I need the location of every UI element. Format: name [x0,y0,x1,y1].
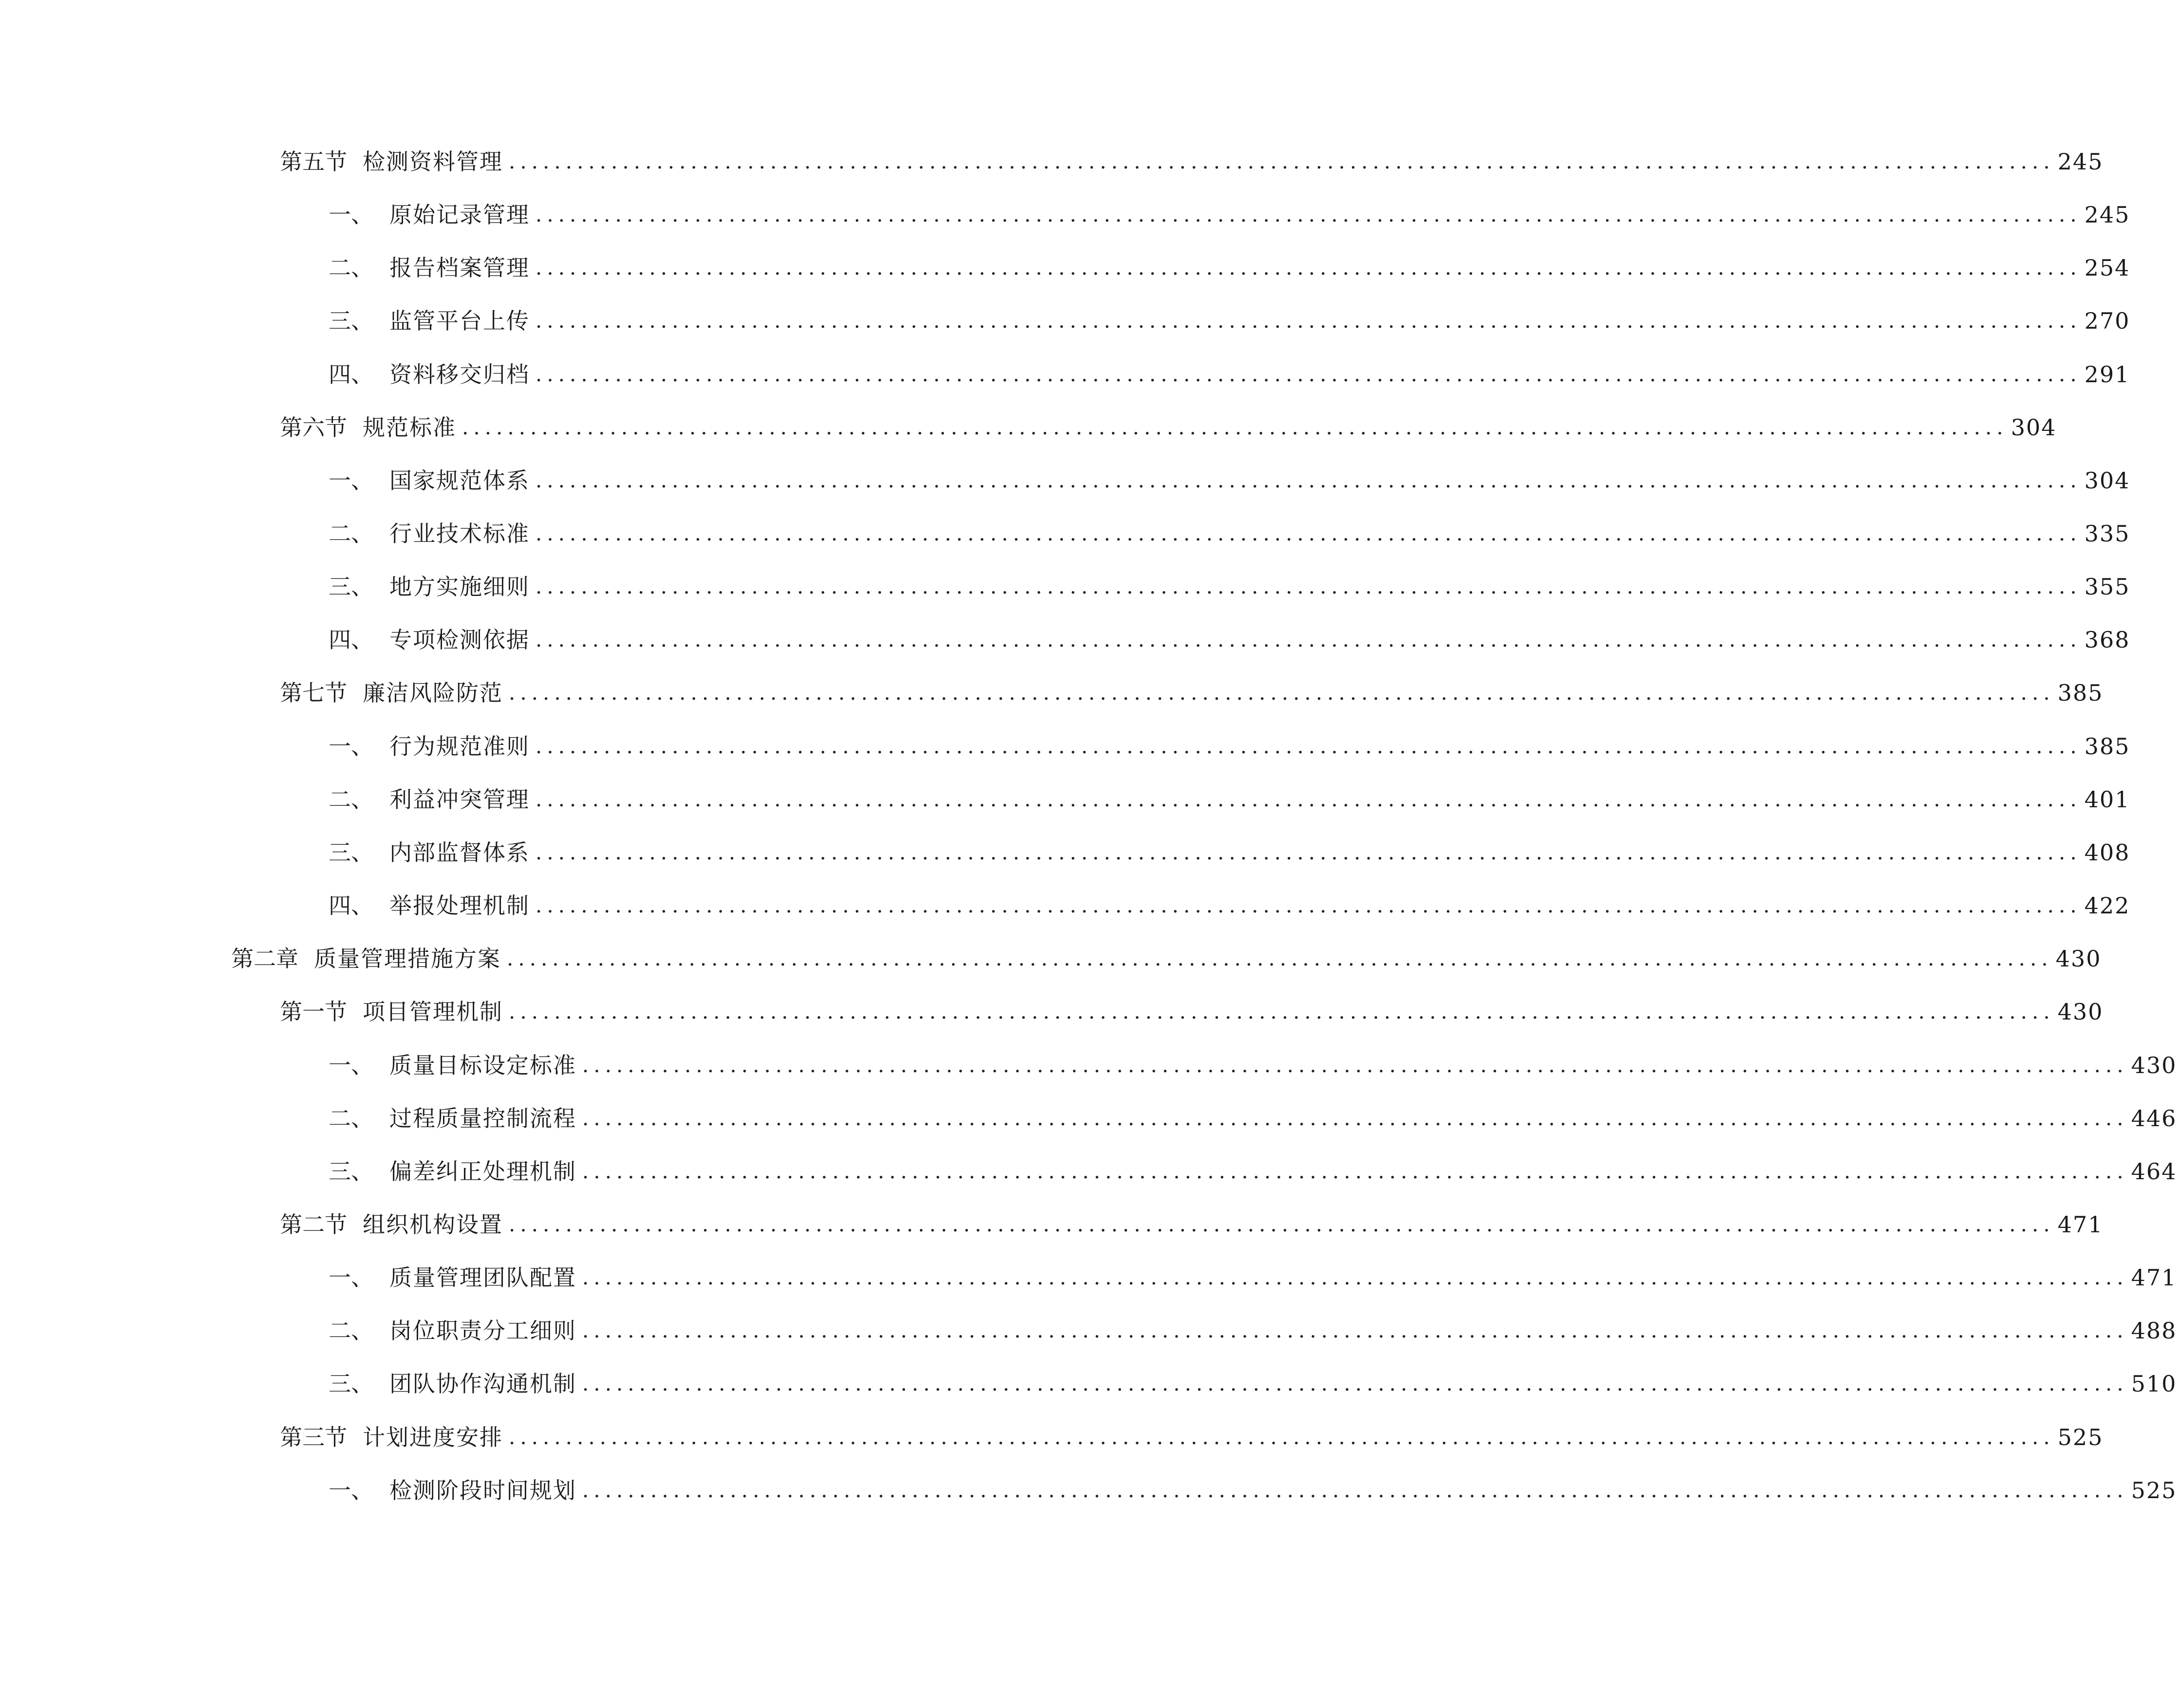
entry-number: 二、 [329,1105,373,1132]
toc-entry[interactable] [329,1046,2177,1085]
entry-title: 利益冲突管理 [389,786,530,813]
toc-entry[interactable] [280,673,2103,712]
dot-leader: ........................................................................................................................................ [535,362,2082,386]
toc-entry[interactable] [329,727,2130,766]
toc-entry[interactable] [280,1418,2103,1457]
entry-number: 二、 [329,1318,373,1344]
entry-title: 检测资料管理 [363,149,503,175]
page-number: 304 [2011,414,2057,441]
entry-number: 第五节 [280,149,347,175]
dot-leader: ........................................................................................................................................ [509,1425,2055,1449]
entry-number: 三、 [329,839,373,866]
page-number: 446 [2131,1105,2177,1132]
entry-title: 质量管理团队配置 [389,1264,576,1291]
entry-number: 一、 [329,467,373,494]
entry-title: 规范标准 [363,414,456,441]
entry-title: 团队协作沟通机制 [389,1371,576,1397]
toc-entry[interactable] [280,142,2103,181]
page-number: 368 [2084,627,2130,653]
entry-number: 二、 [329,520,373,547]
toc-entry[interactable] [329,567,2130,606]
dot-leader: ........................................................................................................................................ [582,1106,2128,1130]
toc-entry[interactable] [329,833,2130,872]
dot-leader: ........................................................................................................................................ [462,415,2008,439]
page-number: 245 [2084,202,2130,228]
dot-leader: ........................................................................................................................................ [535,628,2082,651]
toc-entry[interactable] [329,1471,2177,1510]
dot-leader: ........................................................................................................................................ [535,256,2082,279]
dot-leader: ........................................................................................................................................ [535,468,2082,492]
page-number: 385 [2057,680,2103,706]
dot-leader: ........................................................................................................................................ [509,1212,2055,1236]
entry-number: 三、 [329,574,373,600]
page-number: 430 [2055,946,2102,972]
entry-title: 监管平台上传 [389,308,530,334]
dot-leader: ........................................................................................................................................ [582,1318,2128,1342]
toc-entry[interactable] [329,886,2130,925]
page-number: 510 [2131,1371,2177,1397]
page-number: 291 [2084,361,2130,388]
entry-title: 项目管理机制 [363,999,503,1025]
entry-number: 第三节 [280,1424,347,1450]
page-number: 430 [2057,999,2103,1025]
entry-number: 第六节 [280,414,347,441]
toc-entry[interactable] [280,1205,2103,1244]
entry-number: 一、 [329,202,373,228]
dot-leader: ........................................................................................................................................ [535,787,2082,811]
entry-title: 行业技术标准 [389,520,530,547]
entry-number: 四、 [329,627,373,653]
entry-title: 过程质量控制流程 [389,1105,576,1132]
dot-leader: ........................................................................................................................................ [535,203,2082,226]
page-number: 464 [2131,1158,2177,1185]
entry-title: 偏差纠正处理机制 [389,1158,576,1185]
dot-leader: ........................................................................................................................................ [582,1053,2128,1077]
page-number: 270 [2084,308,2130,334]
dot-leader: ........................................................................................................................................ [507,947,2053,970]
entry-number: 三、 [329,1371,373,1397]
entry-number: 一、 [329,733,373,760]
toc-entry[interactable] [329,248,2130,287]
entry-title: 资料移交归档 [389,361,530,388]
entry-number: 第七节 [280,680,347,706]
entry-title: 岗位职责分工细则 [389,1318,576,1344]
dot-leader: ........................................................................................................................................ [582,1478,2128,1502]
entry-number: 四、 [329,892,373,919]
entry-title: 质量目标设定标准 [389,1052,576,1078]
dot-leader: ........................................................................................................................................ [582,1265,2128,1289]
page-number: 408 [2084,839,2130,866]
dot-leader: ........................................................................................................................................ [509,681,2055,705]
page-number: 525 [2057,1424,2103,1450]
page-number: 488 [2131,1318,2177,1344]
page-number: 355 [2084,574,2130,600]
entry-number: 一、 [329,1477,373,1504]
toc-entry[interactable] [329,780,2130,819]
toc-entry[interactable] [231,939,2102,978]
toc-entry[interactable] [329,301,2130,340]
entry-title: 行为规范准则 [389,733,530,760]
entry-number: 一、 [329,1264,373,1291]
entry-number: 第一节 [280,999,347,1025]
page-number: 401 [2084,786,2130,813]
toc-entry[interactable] [329,355,2130,394]
entry-number: 二、 [329,786,373,813]
page-number: 430 [2131,1052,2177,1078]
page-number: 304 [2084,467,2130,494]
entry-number: 第二章 [231,946,298,972]
dot-leader: ........................................................................................................................................ [535,840,2082,864]
dot-leader: ........................................................................................................................................ [509,1000,2055,1023]
toc-entry[interactable] [280,408,2057,447]
dot-leader: ........................................................................................................................................ [582,1159,2128,1183]
page-number: 245 [2057,149,2103,175]
dot-leader: ........................................................................................................................................ [582,1372,2128,1395]
page-number: 471 [2131,1264,2177,1291]
entry-number: 二、 [329,255,373,281]
entry-title: 计划进度安排 [363,1424,503,1450]
toc-entry[interactable] [329,1364,2177,1403]
entry-title: 检测阶段时间规划 [389,1477,576,1504]
page-number: 471 [2057,1211,2103,1238]
toc-entry[interactable] [329,514,2130,553]
entry-title: 组织机构设置 [363,1211,503,1238]
page-number: 335 [2084,520,2130,547]
entry-title: 地方实施细则 [389,574,530,600]
entry-number: 三、 [329,1158,373,1185]
entry-title: 专项检测依据 [389,627,530,653]
toc-entry[interactable] [329,620,2130,659]
entry-title: 国家规范体系 [389,467,530,494]
entry-title: 报告档案管理 [389,255,530,281]
page-number: 525 [2131,1477,2177,1504]
entry-title: 内部监督体系 [389,839,530,866]
entry-title: 原始记录管理 [389,202,530,228]
entry-number: 四、 [329,361,373,388]
toc-entry[interactable] [329,1258,2177,1297]
entry-title: 廉洁风险防范 [363,680,503,706]
entry-title: 质量管理措施方案 [314,946,501,972]
page-number: 385 [2084,733,2130,760]
page-number: 422 [2084,892,2130,919]
entry-number: 第二节 [280,1211,347,1238]
toc-entry[interactable] [329,195,2130,234]
dot-leader: ........................................................................................................................................ [535,521,2082,545]
dot-leader: ........................................................................................................................................ [535,893,2082,917]
toc-entry[interactable] [329,1099,2177,1138]
toc-entry[interactable] [329,1152,2177,1191]
toc-entry[interactable] [329,461,2130,500]
entry-title: 举报处理机制 [389,892,530,919]
page-number: 254 [2084,255,2130,281]
dot-leader: ........................................................................................................................................ [535,575,2082,598]
entry-number: 三、 [329,308,373,334]
entry-number: 一、 [329,1052,373,1078]
dot-leader: ........................................................................................................................................ [535,734,2082,758]
toc-entry[interactable] [280,992,2103,1031]
toc-entry[interactable] [329,1311,2177,1350]
dot-leader: ........................................................................................................................................ [509,149,2055,173]
dot-leader: ........................................................................................................................................ [535,309,2082,333]
